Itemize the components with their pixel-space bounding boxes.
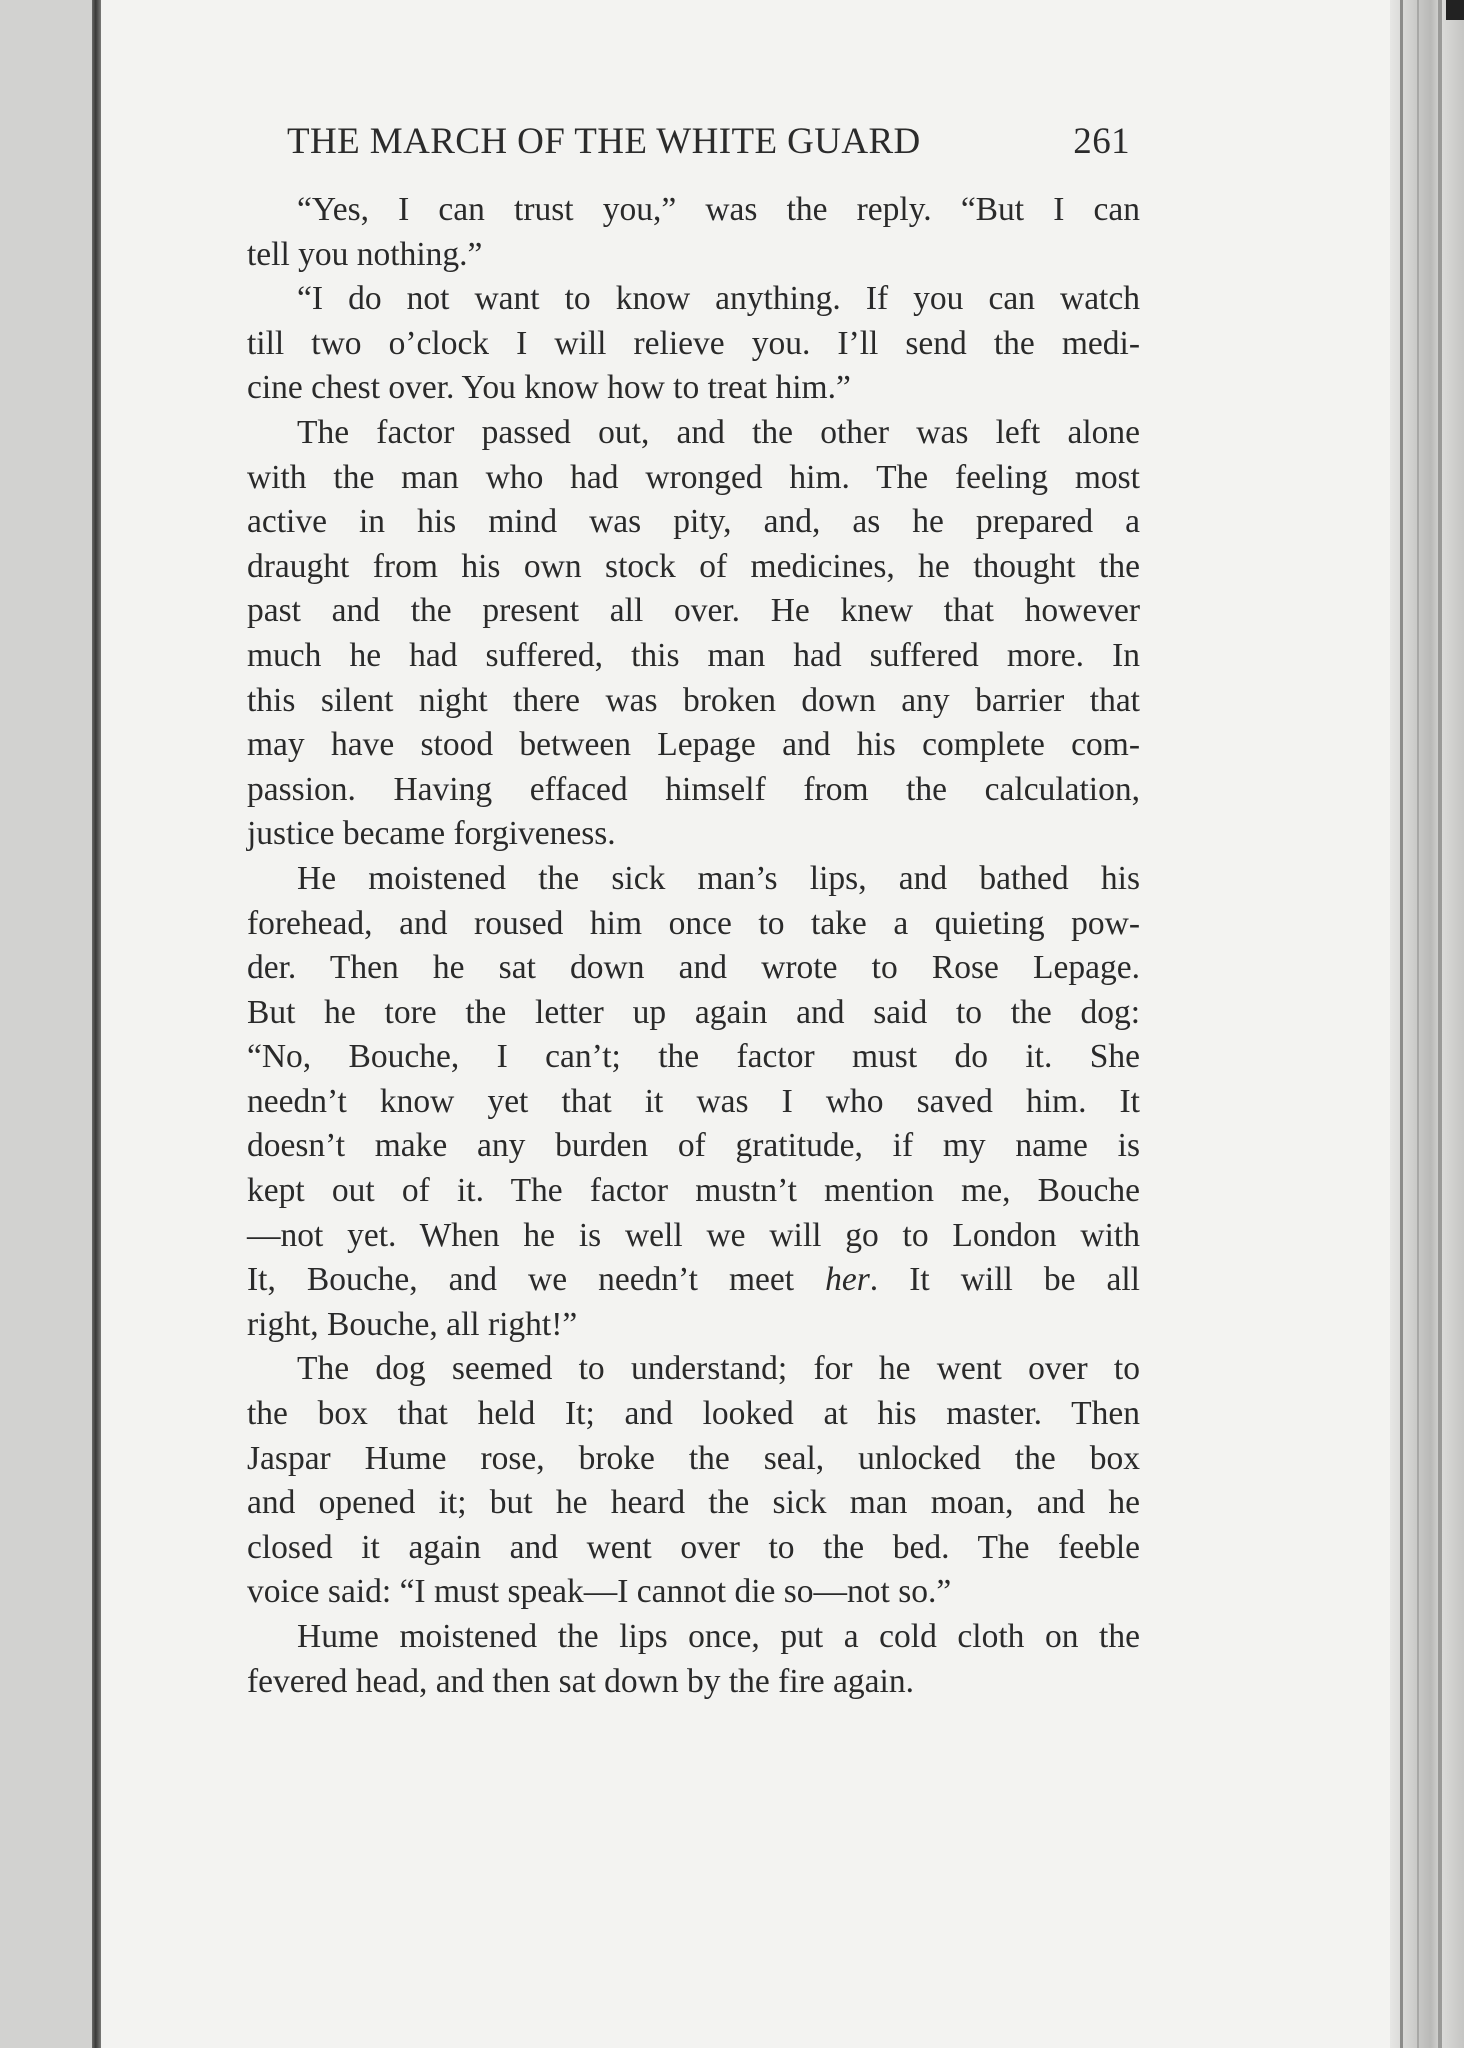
text-line: active in his mind was pity, and, as he prepared a: [247, 503, 1140, 541]
paragraph: [247, 857, 1140, 1348]
paragraph: [247, 1615, 1140, 1704]
text-line: “No, Bouche, I can’t; the factor must do it. She: [247, 1038, 1140, 1076]
book-spine-edge: [92, 0, 101, 2048]
text-line: kept out of it. The factor mustn’t mention me, Bouche: [247, 1172, 1140, 1210]
text-line: fevered head, and then sat down by the fire again.: [247, 1662, 914, 1700]
paragraph: [247, 188, 1140, 277]
text-line: closed it again and went over to the bed. The feeble: [247, 1528, 1140, 1566]
text-line: right, Bouche, all right!”: [247, 1305, 578, 1343]
text-line: doesn’t make any burden of gratitude, if my name is: [247, 1127, 1140, 1165]
text-line: may have stood between Lepage and his complete com-: [247, 726, 1140, 764]
text-line: passion. Having effaced himself from the calculation,: [247, 770, 1140, 808]
scan-corner: [1446, 0, 1464, 20]
text-line: cine chest over. You know how to treat him.”: [247, 369, 851, 407]
text-line: The dog seemed to understand; for he went over to: [297, 1350, 1140, 1388]
text-line: much he had suffered, this man had suffered more. In: [247, 636, 1140, 674]
text-line: past and the present all over. He knew that however: [247, 592, 1140, 630]
text-line: till two o’clock I will relieve you. I’ll send the medi-: [247, 324, 1140, 362]
running-title: THE MARCH OF THE WHITE GUARD: [287, 121, 921, 162]
left-margin: [0, 0, 98, 2048]
page-edge-line: [1438, 0, 1442, 2048]
running-head: [287, 120, 1130, 170]
text-line: the box that held It; and looked at his master. Then: [247, 1395, 1140, 1433]
text-line: “Yes, I can trust you,” was the reply. “But I can: [297, 191, 1140, 228]
text-line: It, Bouche, and we needn’t meet her. It will be all: [247, 1261, 1140, 1299]
text-line: der. Then he sat down and wrote to Rose Lepage.: [247, 949, 1140, 987]
page-number: 261: [1073, 121, 1130, 162]
text-line: “I do not want to know anything. If you can watch: [297, 280, 1140, 318]
paragraph: [247, 277, 1140, 411]
paragraph: [247, 1347, 1140, 1615]
text-line: —not yet. When he is well we will go to London with: [247, 1216, 1140, 1254]
text-line: needn’t know yet that it was I who saved him. It: [247, 1082, 1140, 1120]
text-line: But he tore the letter up again and said to the dog:: [247, 993, 1140, 1031]
page-edge-line: [1417, 0, 1419, 2048]
text-line: He moistened the sick man’s lips, and bathed his: [297, 859, 1140, 897]
text-line: The factor passed out, and the other was left alone: [297, 413, 1140, 451]
text-line: with the man who had wronged him. The feeling most: [247, 458, 1140, 496]
text-line: Jaspar Hume rose, broke the seal, unlocked the box: [247, 1439, 1140, 1477]
text-line: Hume moistened the lips once, put a cold cloth on the: [297, 1618, 1140, 1655]
body-text: [247, 188, 1140, 1704]
text-line: justice became forgiveness.: [247, 815, 616, 853]
text-line: draught from his own stock of medicines, he thought the: [247, 547, 1140, 585]
text-line: tell you nothing.”: [247, 235, 483, 273]
text-line: this silent night there was broken down any barrier that: [247, 681, 1140, 719]
page-edge-line: [1400, 0, 1403, 2048]
text-line: and opened it; but he heard the sick man moan, and he: [247, 1484, 1140, 1522]
text-line: forehead, and roused him once to take a quieting pow-: [247, 904, 1140, 942]
paragraph: [247, 411, 1140, 857]
text-line: voice said: “I must speak—I cannot die so—not so.”: [247, 1573, 952, 1611]
